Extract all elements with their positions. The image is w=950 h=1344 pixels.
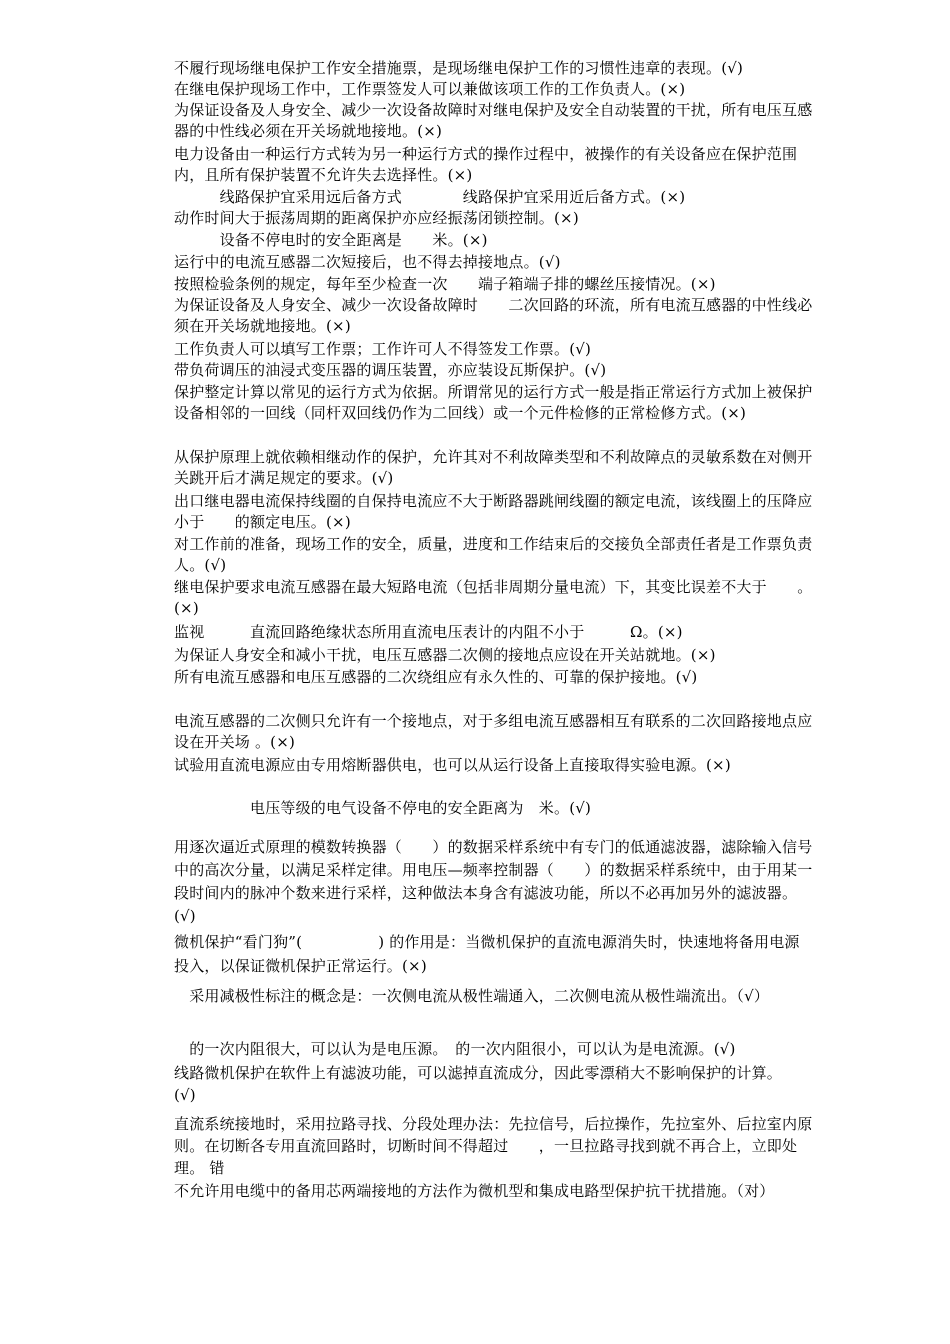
question-19: 为保证人身安全和减小干扰，电压互感器二次侧的接地点应设在开关站就地。(×) [174, 646, 716, 664]
question-3: 为保证设备及人身安全、减少一次设备故障时对继电保护及安全自动装置的干扰，所有电压互感器的中性线必须在开关场就地接地。(×) [174, 101, 813, 140]
question-10: 为保证设备及人身安全、减少一次设备故障时 二次回路的环流，所有电流互感器的中性线必须在开关场就地接地。(×) [174, 296, 813, 335]
question-30: 不允许用电缆中的备用芯两端接地的方法作为微机型和集成电路型保护抗干扰措施。（对） [174, 1182, 775, 1200]
question-28: 线路微机保护在软件上有滤波功能，可以滤掉直流成分，因此零漂稍大不影响保护的计算。 (√) [174, 1064, 805, 1104]
question-13: 保护整定计算以常见的运行方式为依据。所谓常见的运行方式一般是指正常运行方式加上被保护设备相邻的一回线（同杆双回线仍作为二回线）或一个元件检修的正常检修方式。(×) [174, 383, 813, 422]
question-2: 在继电保护现场工作中，工作票签发人可以兼做该项工作的工作负责人。(×) [174, 80, 686, 98]
question-14: 从保护原理上就依赖相继动作的保护，允许其对不利故障类型和不利故障点的灵敏系数在对侧开关跳开后才满足规定的要求。(√) [174, 448, 813, 487]
question-20: 所有电流互感器和电压互感器的二次绕组应有永久性的、可靠的保护接地。(√) [174, 668, 698, 686]
question-8: 运行中的电流互感器二次短接后，也不得去掉接地点。(√) [174, 253, 561, 271]
question-25: 微机保护“看门狗”( ) 的作用是：当微机保护的直流电源消失时，快速地将备用电源投入，以保证微机保护正常运行。(×) [174, 933, 800, 975]
question-21: 电流互感器的二次侧只允许有一个接地点，对于多组电流互感器相互有联系的二次回路接地点应设在开关场 。(×) [174, 712, 813, 751]
question-12: 带负荷调压的油浸式变压器的调压装置，亦应装设瓦斯保护。(√) [174, 361, 607, 379]
question-7: 设备不停电时的安全距离是 米。(×) [174, 231, 488, 249]
question-4: 电力设备由一种运行方式转为另一种运行方式的操作过程中，被操作的有关设备应在保护范围内，且所有保护装置不允许失去选择性。(×) [174, 145, 798, 184]
question-1: 不履行现场继电保护工作安全措施票，是现场继电保护工作的习惯性违章的表现。(√) [174, 59, 744, 77]
question-5: 线路保护宜采用远后备方式 线路保护宜采用近后备方式。(×) [174, 188, 686, 206]
question-11: 工作负责人可以填写工作票；工作许可人不得签发工作票。(√) [174, 340, 592, 358]
question-9: 按照检验条例的规定，每年至少检查一次 端子箱端子排的螺丝压接情况。(×) [174, 275, 716, 293]
question-16: 对工作前的准备，现场工作的安全，质量，进度和工作结束后的交接负全部责任者是工作票负责人。(√) [174, 535, 813, 574]
question-24: 用逐次逼近式原理的模数转换器（ ）的数据采样系统中有专门的低通滤波器，滤除输入信号中的高次分量，以满足采样定律。用电压—频率控制器（ ）的数据采样系统中，由于用某一段时间内的脉冲个数来进行采样，这种做法本身含有滤波功能，所以不必再加另外的滤波器。(√) [174, 838, 813, 925]
question-29: 直流系统接地时，采用拉路寻找、分段处理办法：先拉信号，后拉操作，先拉室外、后拉室内原则。在切断各专用直流回路时，切断时间不得超过 ，一旦拉路寻找到就不再合上，立即处理。 错 [174, 1115, 813, 1177]
question-18: 监视 直流回路绝缘状态所用直流电压表计的内阻不小于 Ω。(×) [174, 623, 683, 641]
question-17: 继电保护要求电流互感器在最大短路电流（包括非周期分量电流）下，其变比误差不大于 。(×) [174, 578, 813, 617]
question-27: 的一次内阻很大，可以认为是电压源。 的一次内阻很小，可以认为是电流源。(√) [174, 1040, 736, 1058]
question-15: 出口继电器电流保持线圈的自保持电流应不大于断路器跳闸线圈的额定电流，该线圈上的压降应小于 的额定电压。(×) [174, 492, 813, 531]
question-26: 采用减极性标注的概念是：一次侧电流从极性端通入，二次侧电流从极性端流出。（√） [174, 987, 770, 1005]
question-6: 动作时间大于振荡周期的距离保护亦应经振荡闭锁控制。(×) [174, 209, 579, 227]
question-22: 试验用直流电源应由专用熔断器供电，也可以从运行设备上直接取得实验电源。(×) [174, 756, 731, 774]
question-23: 电压等级的电气设备不停电的安全距离为 米。(√) [174, 799, 592, 817]
